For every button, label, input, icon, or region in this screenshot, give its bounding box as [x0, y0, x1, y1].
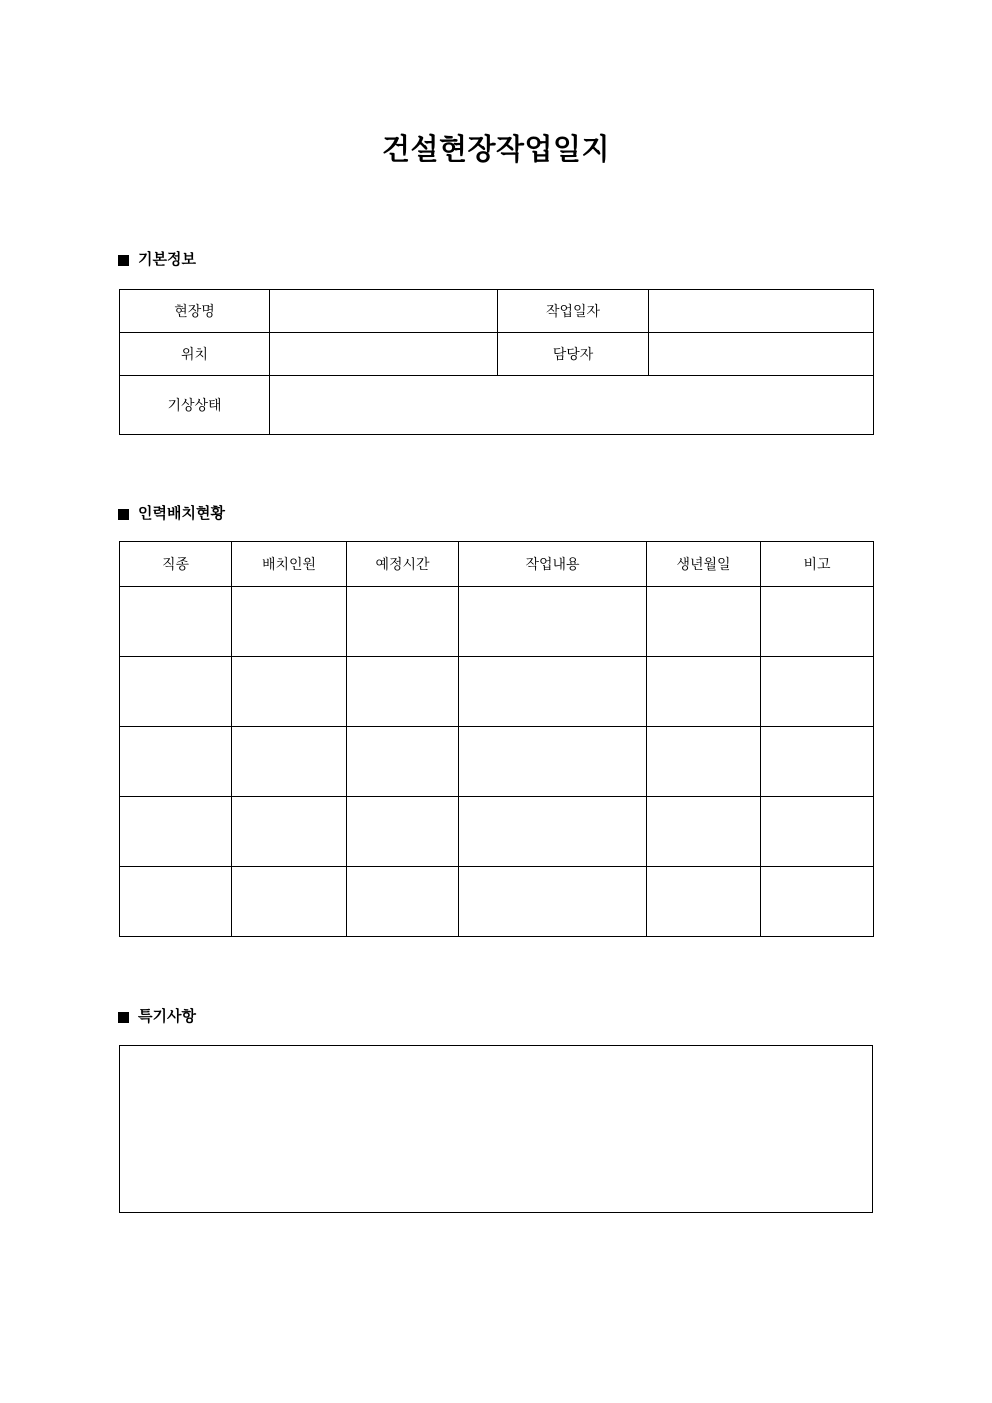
page-title: 건설현장작업일지: [381, 134, 611, 166]
section-heading-basic-info: [118, 251, 196, 269]
column-header-remarks: 비고: [761, 542, 874, 587]
section-heading-manpower-label: 인력배치현황: [138, 505, 225, 522]
square-bullet-icon: [118, 255, 129, 266]
field-value-manager[interactable]: [649, 333, 874, 376]
cell-job-type[interactable]: [120, 587, 232, 657]
table-row: [120, 290, 874, 333]
cell-scheduled-time[interactable]: [347, 587, 459, 657]
cell-remarks[interactable]: [761, 587, 874, 657]
field-label-site-name: 현장명: [120, 290, 270, 333]
cell-work-content[interactable]: [459, 657, 647, 727]
cell-assigned-count[interactable]: [232, 797, 347, 867]
cell-scheduled-time[interactable]: [347, 657, 459, 727]
column-header-assigned-count: 배치인원: [232, 542, 347, 587]
cell-job-type[interactable]: [120, 797, 232, 867]
table-row: [120, 867, 874, 937]
field-value-work-date[interactable]: [649, 290, 874, 333]
table-row: [120, 797, 874, 867]
cell-assigned-count[interactable]: [232, 727, 347, 797]
cell-remarks[interactable]: [761, 727, 874, 797]
table-row: [120, 376, 874, 435]
cell-scheduled-time[interactable]: [347, 867, 459, 937]
table-header-row: [120, 542, 874, 587]
field-label-manager: 담당자: [498, 333, 649, 376]
cell-birth-date[interactable]: [647, 587, 761, 657]
square-bullet-icon: [118, 509, 129, 520]
cell-birth-date[interactable]: [647, 727, 761, 797]
cell-work-content[interactable]: [459, 867, 647, 937]
column-header-birth-date: 생년월일: [647, 542, 761, 587]
cell-remarks[interactable]: [761, 797, 874, 867]
cell-work-content[interactable]: [459, 587, 647, 657]
table-row: [120, 657, 874, 727]
cell-assigned-count[interactable]: [232, 867, 347, 937]
field-label-location: 위치: [120, 333, 270, 376]
section-heading-manpower: [118, 505, 225, 523]
manpower-table: [119, 541, 874, 937]
cell-assigned-count[interactable]: [232, 657, 347, 727]
cell-scheduled-time[interactable]: [347, 797, 459, 867]
section-heading-basic-info-label: 기본정보: [138, 251, 196, 268]
table-row: [120, 333, 874, 376]
cell-job-type[interactable]: [120, 657, 232, 727]
table-row: [120, 727, 874, 797]
special-notes-textarea[interactable]: [119, 1045, 873, 1213]
table-row: [120, 587, 874, 657]
field-value-location[interactable]: [270, 333, 498, 376]
cell-job-type[interactable]: [120, 727, 232, 797]
cell-remarks[interactable]: [761, 867, 874, 937]
section-heading-special-notes: [118, 1008, 196, 1026]
cell-work-content[interactable]: [459, 727, 647, 797]
column-header-job-type: 직종: [120, 542, 232, 587]
cell-work-content[interactable]: [459, 797, 647, 867]
cell-birth-date[interactable]: [647, 867, 761, 937]
cell-remarks[interactable]: [761, 657, 874, 727]
cell-birth-date[interactable]: [647, 657, 761, 727]
square-bullet-icon: [118, 1012, 129, 1023]
cell-job-type[interactable]: [120, 867, 232, 937]
basic-info-table: [119, 289, 874, 435]
column-header-work-content: 작업내용: [459, 542, 647, 587]
cell-birth-date[interactable]: [647, 797, 761, 867]
field-label-weather: 기상상태: [120, 376, 270, 435]
section-heading-special-notes-label: 특기사항: [138, 1008, 196, 1025]
cell-assigned-count[interactable]: [232, 587, 347, 657]
field-value-site-name[interactable]: [270, 290, 498, 333]
cell-scheduled-time[interactable]: [347, 727, 459, 797]
field-value-weather[interactable]: [270, 376, 874, 435]
field-label-work-date: 작업일자: [498, 290, 649, 333]
column-header-scheduled-time: 예정시간: [347, 542, 459, 587]
